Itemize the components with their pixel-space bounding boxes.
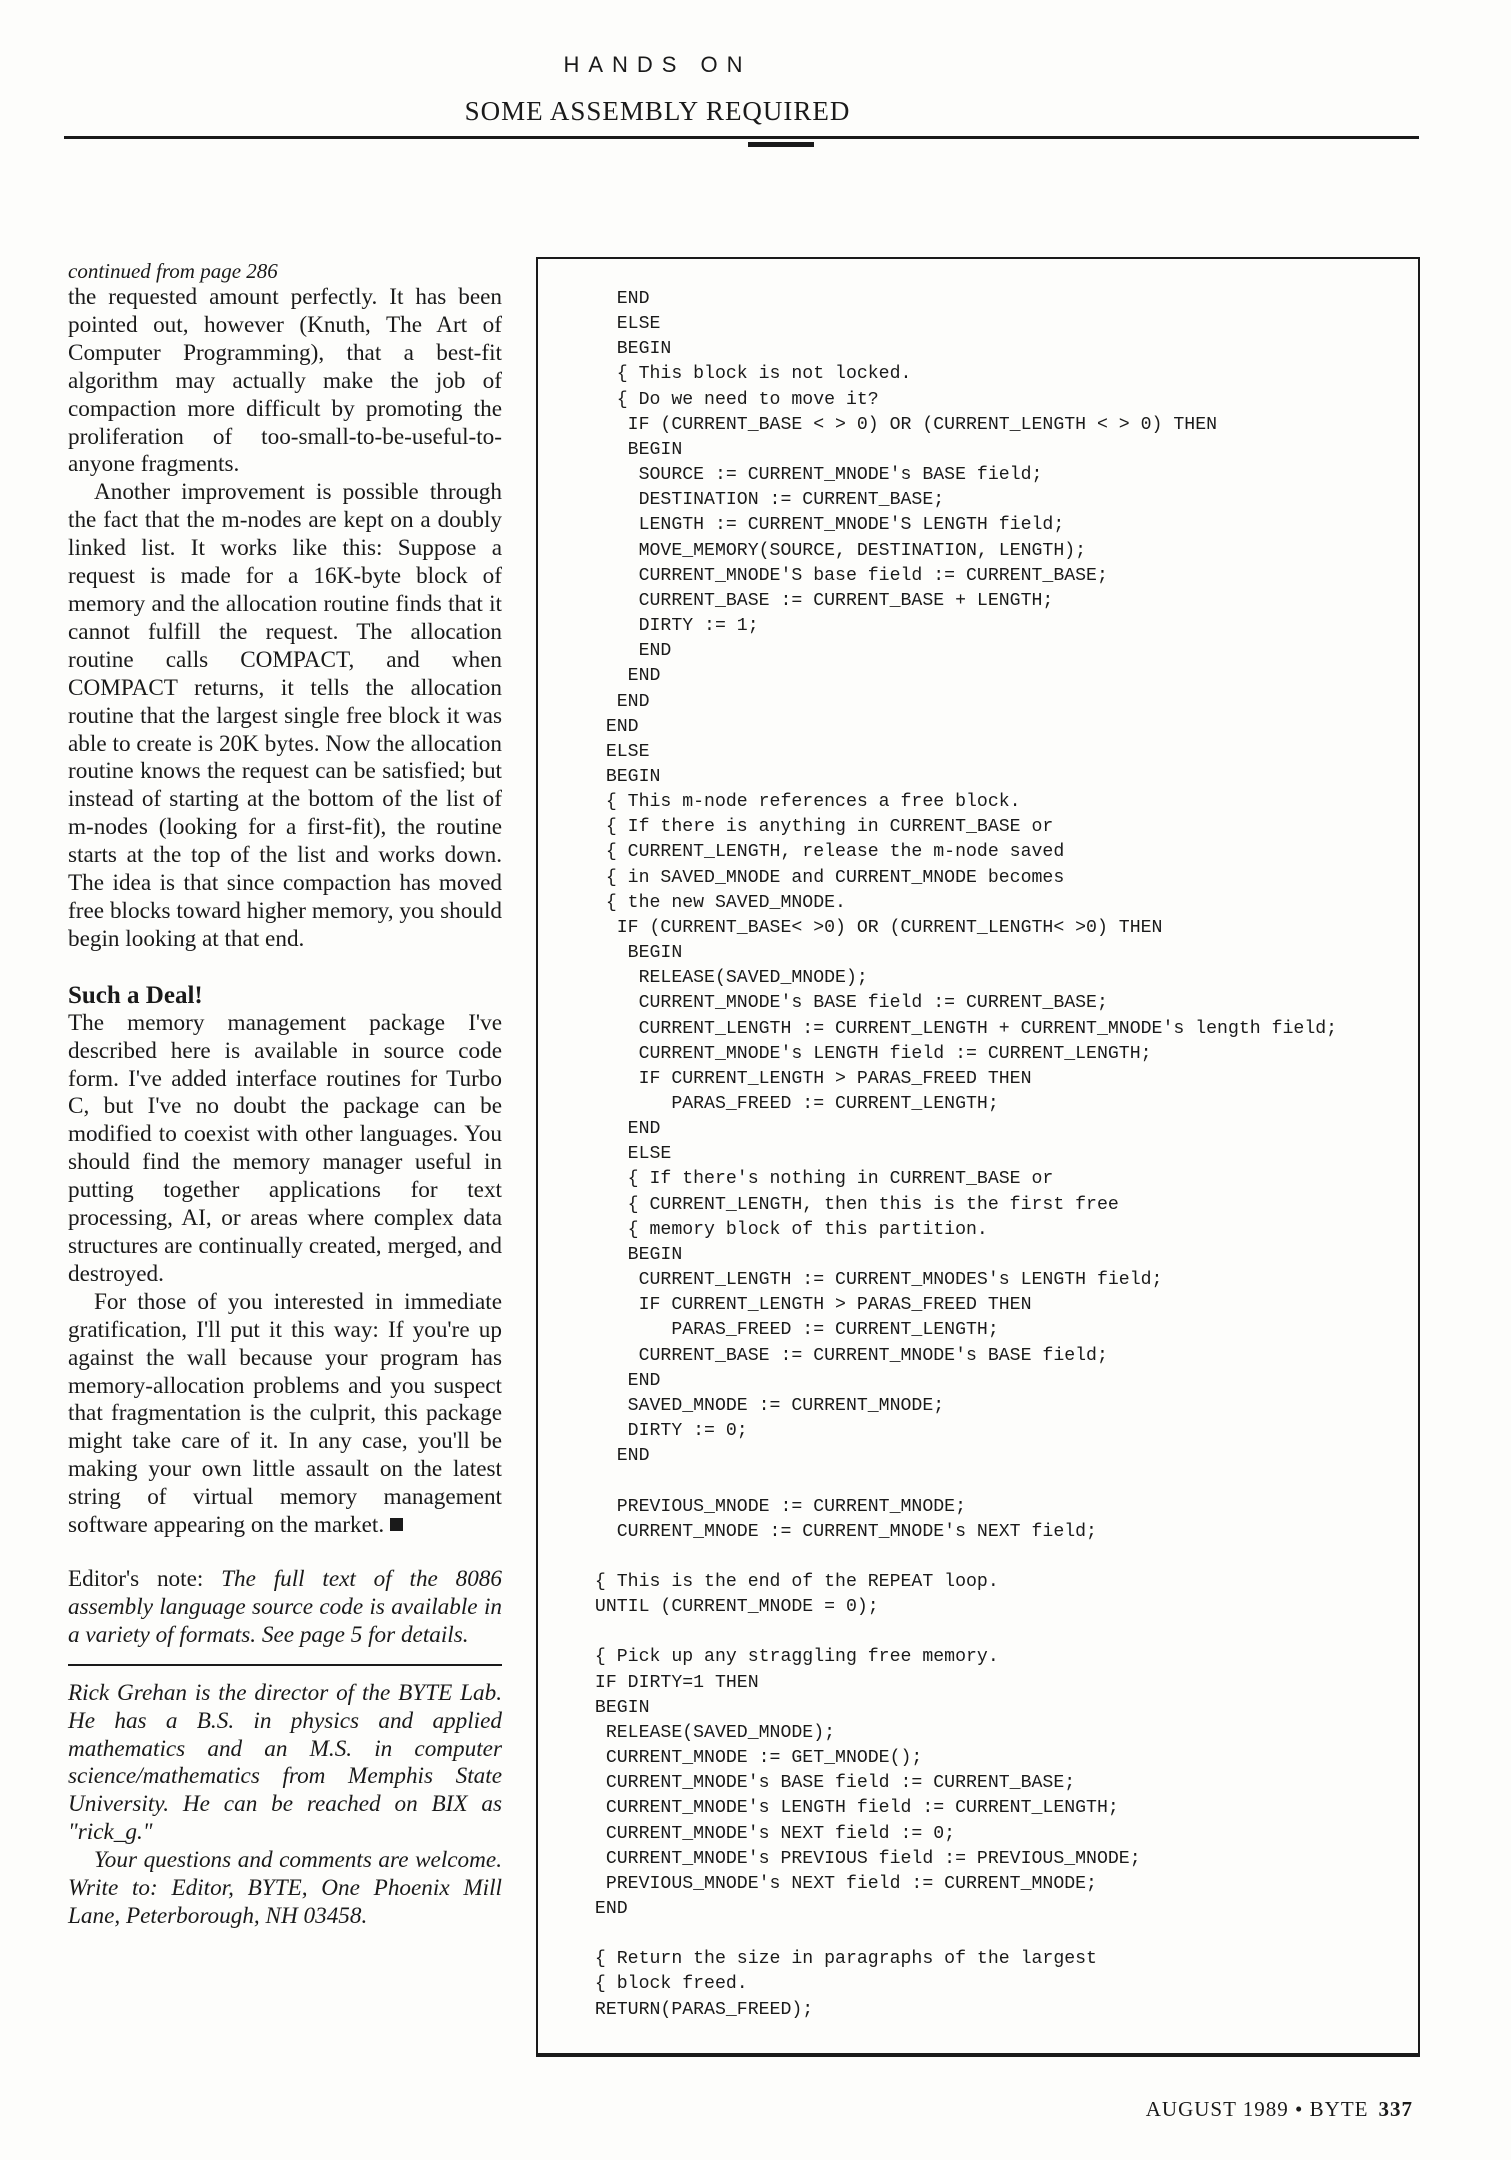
header-accent-rule bbox=[748, 142, 814, 147]
header-rule bbox=[64, 136, 1419, 139]
bio-rule bbox=[68, 1664, 502, 1666]
article-paragraph-text: For those of you interested in immediate gratification, I'll put it this way: If you're up against the wall because your program has memory-allocation problems and you suspect that fragmentation is the culprit, this package might take care of it. In any case, you'll be making your own little assault on the latest string of virtual memory management software appearing on the market. bbox=[68, 1288, 502, 1539]
end-mark-icon bbox=[390, 1518, 403, 1531]
article-paragraph-end bbox=[68, 1289, 502, 1540]
code-listing-box bbox=[536, 257, 1420, 2057]
contact-note: Your questions and comments are welcome. Write to: Editor, BYTE, One Phoenix Mill Lane, Peterborough, NH 03458. bbox=[68, 1847, 502, 1929]
continued-note: continued from page 286 bbox=[68, 259, 278, 283]
article-paragraph: the requested amount perfectly. It has been pointed out, however (Knuth, The Art of Computer Programming), that a best-fit algorithm may actually make the job of compaction more difficult by promoting the proliferation of too-small-to-be-useful-to-anyone fragments. bbox=[68, 284, 502, 478]
author-bio: Rick Grehan is the director of the BYTE Lab. He has a B.S. in physics and applied mathematics and an M.S. in computer science/mathematics from Memphis State University. He can be reached on BIX as "rick_g." bbox=[68, 1679, 502, 1846]
footer-issue: AUGUST 1989 • BYTE bbox=[1145, 2097, 1369, 2121]
code-listing: END ELSE BEGIN { This block is not locked. { Do we need to move it? IF (CURRENT_BASE < > 0) OR (CURRENT_LENGTH < > 0) THEN BEGIN SOURCE := CURRENT_MNODE's BASE field; DESTINATION := CURRENT_BASE; LENGTH := CURRENT_MNODE'S LENGTH field; MOVE_MEMORY(SOURCE, DESTINATION, LENGTH); CURRENT_MNODE'S base field := CURRENT_BASE; CURRENT_BASE := CURRENT_BASE + LENGTH; DIRTY := 1; END END END END ELSE BEGIN { This m-node references a free block. { If there is anything in CURRENT_BASE or { CURRENT_LENGTH, release the m-node saved { in SAVED_MNODE and CURRENT_MNODE becomes { the new SAVED_MNODE. IF (CURRENT_BASE< >0) OR (CURRENT_LENGTH< >0) THEN BEGIN RELEASE(SAVED_MNODE); CURRENT_MNODE's BASE field := CURRENT_BASE; CURRENT_LENGTH := CURRENT_LENGTH + CURRENT_MNODE's length field; CURRENT_MNODE's LENGTH field := CURRENT_LENGTH; IF CURRENT_LENGTH > PARAS_FREED THEN PARAS_FREED := CURRENT_LENGTH; END ELSE { If there's nothing in CURRENT_BASE or { CURRENT_LENGTH, then this is the first free { memory block of this partition. BEGIN CURRENT_LENGTH := CURRENT_MNODES's LENGTH field; IF CURRENT_LENGTH > PARAS_FREED THEN PARAS_FREED := CURRENT_LENGTH; CURRENT_BASE := CURRENT_MNODE's BASE field; END SAVED_MNODE := CURRENT_MNODE; DIRTY := 0; END PREVIOUS_MNODE := CURRENT_MNODE; CURRENT_MNODE := CURRENT_MNODE's NEXT field; { This is the end of the REPEAT loop. UNTIL (CURRENT_MNODE = 0); { Pick up any straggling free memory. IF DIRTY=1 THEN BEGIN RELEASE(SAVED_MNODE); CURRENT_MNODE := GET_MNODE(); CURRENT_MNODE's BASE field := CURRENT_BASE; CURRENT_MNODE's LENGTH field := CURRENT_LENGTH; CURRENT_MNODE's NEXT field := 0; CURRENT_MNODE's PREVIOUS field := PREVIOUS_MNODE; PREVIOUS_MNODE's NEXT field := CURRENT_MNODE; END { Return the size in paragraphs of the largest { block freed. RETURN(PARAS_FREED); bbox=[594, 289, 1338, 2020]
page-footer bbox=[1146, 2097, 1413, 2122]
article-paragraph: Another improvement is possible through the fact that the m-nodes are kept on a doubly linked list. It works like this: Suppose a request is made for a 16K-byte block of memory and the allocation routine finds that it cannot fulfill the request. The allocation routine calls COMPACT, and when COMPACT returns, it tells the allocation routine that the largest single free block it was able to create is 20K bytes. Now the allocation routine knows the request can be satisfied; but instead of starting at the bottom of the list of m-nodes (looking for a first-fit), the routine starts at the top of the list and works down. The idea is that since compaction has moved free blocks toward higher memory, you should begin looking at that end. bbox=[68, 479, 502, 952]
subhead: Such a Deal! bbox=[68, 981, 203, 1009]
running-head: SOME ASSEMBLY REQUIRED bbox=[464, 96, 851, 126]
editor-note-text: The full text of the 8086 assembly language source code is available in a variety of formats. See page 5 for details. bbox=[68, 1565, 502, 1648]
editor-note bbox=[68, 1566, 502, 1650]
page-number: 337 bbox=[1378, 2097, 1413, 2121]
article-column bbox=[68, 258, 502, 1931]
spacer bbox=[68, 1540, 502, 1566]
article-paragraph: The memory management package I've described here is available in source code form. I've added interface routines for Turbo C, but I've no doubt the package can be modified to coexist with other languages. You should find the memory manager useful in putting together applications for text processing, AI, or areas where complex data structures are continually created, merged, and destroyed. bbox=[68, 1009, 502, 1287]
editor-note-label: Editor's note: bbox=[68, 1565, 204, 1592]
section-label: HANDS ON bbox=[563, 52, 752, 77]
